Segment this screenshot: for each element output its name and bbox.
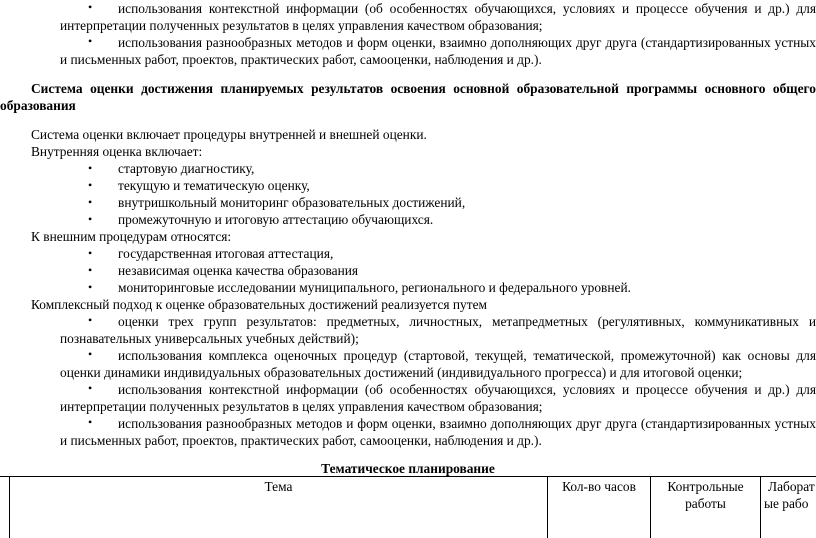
- bullet-icon: •: [88, 415, 93, 429]
- list-item-line: интерпретации полученных результатов в целях управления качеством образования;: [60, 399, 543, 414]
- list-item: • государственная итоговая аттестация,: [88, 246, 334, 261]
- list-item-line: использования контекстной информации (об особенностях обучающихся, условиях и процессе обучения и др.) для: [118, 382, 816, 397]
- internal-label: Внутренняя оценка включает:: [31, 144, 203, 159]
- list-item-line: использования комплекса оценочных процедур (стартовой, текущей, тематической, промежуточной) как основы для: [118, 348, 816, 363]
- external-label: К внешним процедурам относятся:: [31, 229, 232, 244]
- bullet-icon: •: [88, 246, 93, 260]
- list-item-line: и письменных работ, проектов, практических работ, самооценки, наблюдения и др.).: [60, 433, 542, 448]
- list-item: • независимая оценка качества образования: [88, 263, 359, 278]
- intro-text: Система оценки включает процедуры внутренней и внешней оценки.: [31, 127, 427, 142]
- planning-title: Тематическое планирование: [321, 461, 495, 476]
- planning-table: [0, 476, 816, 538]
- col-header-tests-l1: Контрольные: [667, 479, 744, 494]
- col-header-labs-l2: ые рабо: [764, 496, 809, 511]
- col-header-topic: Тема: [264, 479, 293, 494]
- list-item-line: использования разнообразных методов и форм оценки, взаимно дополняющих друг друга (стандартизированных устных: [118, 35, 816, 50]
- bullet-icon: •: [88, 212, 93, 226]
- list-item-line: интерпретации полученных результатов в целях управления качеством образования;: [60, 18, 543, 33]
- list-item-line: оценки трех групп результатов: предметных, личностных, метапредметных (регулятивных, коммуникативных и: [118, 314, 816, 329]
- col-header-tests-l2: работы: [685, 496, 726, 511]
- list-item-line: познавательных универсальных учебных действий);: [60, 331, 359, 346]
- bullet-icon: •: [88, 280, 93, 294]
- col-header-labs-l1: Лаборат: [768, 479, 815, 494]
- list-item-line: и письменных работ, проектов, практических работ, самооценки, наблюдения и др.).: [60, 52, 542, 67]
- complex-label: Комплексный подход к оценке образовательных достижений реализуется путем: [31, 297, 488, 312]
- list-item-line: использования разнообразных методов и форм оценки, взаимно дополняющих друг друга (стандартизированных устных: [118, 416, 816, 431]
- section-heading: Система оценки достижения планируемых результатов освоения основной образовательной программы основного общего: [31, 81, 816, 96]
- table-top-border: [0, 476, 816, 477]
- list-item: • промежуточную и итоговую аттестацию обучающихся.: [88, 212, 434, 227]
- table-divider: [760, 476, 761, 538]
- bullet-icon: •: [88, 347, 93, 361]
- bullet-icon: •: [88, 381, 93, 395]
- list-item-line: использования контекстной информации (об особенностях обучающихся, условиях и процессе обучения и др.) для: [118, 1, 816, 16]
- bullet-icon: •: [88, 313, 93, 327]
- bullet-icon: •: [88, 195, 93, 209]
- bullet-icon: •: [88, 0, 93, 14]
- col-header-hours: Кол-во часов: [562, 479, 636, 494]
- list-item: • стартовую диагностику,: [88, 161, 255, 176]
- list-item-line: оценки динамики индивидуальных образовательных достижений (индивидуального прогресса) и для итоговой оценки;: [60, 365, 743, 380]
- list-item: • мониторинговые исследовании муниципального, регионального и федерального уровней.: [88, 280, 631, 295]
- bullet-icon: •: [88, 34, 93, 48]
- list-item: • внутришкольный мониторинг образовательных достижений,: [88, 195, 466, 210]
- bullet-icon: •: [88, 178, 93, 192]
- section-heading-cont: образования: [0, 98, 76, 113]
- list-item: • текущую и тематическую оценку,: [88, 178, 310, 193]
- bullet-icon: •: [88, 161, 93, 175]
- bullet-icon: •: [88, 263, 93, 277]
